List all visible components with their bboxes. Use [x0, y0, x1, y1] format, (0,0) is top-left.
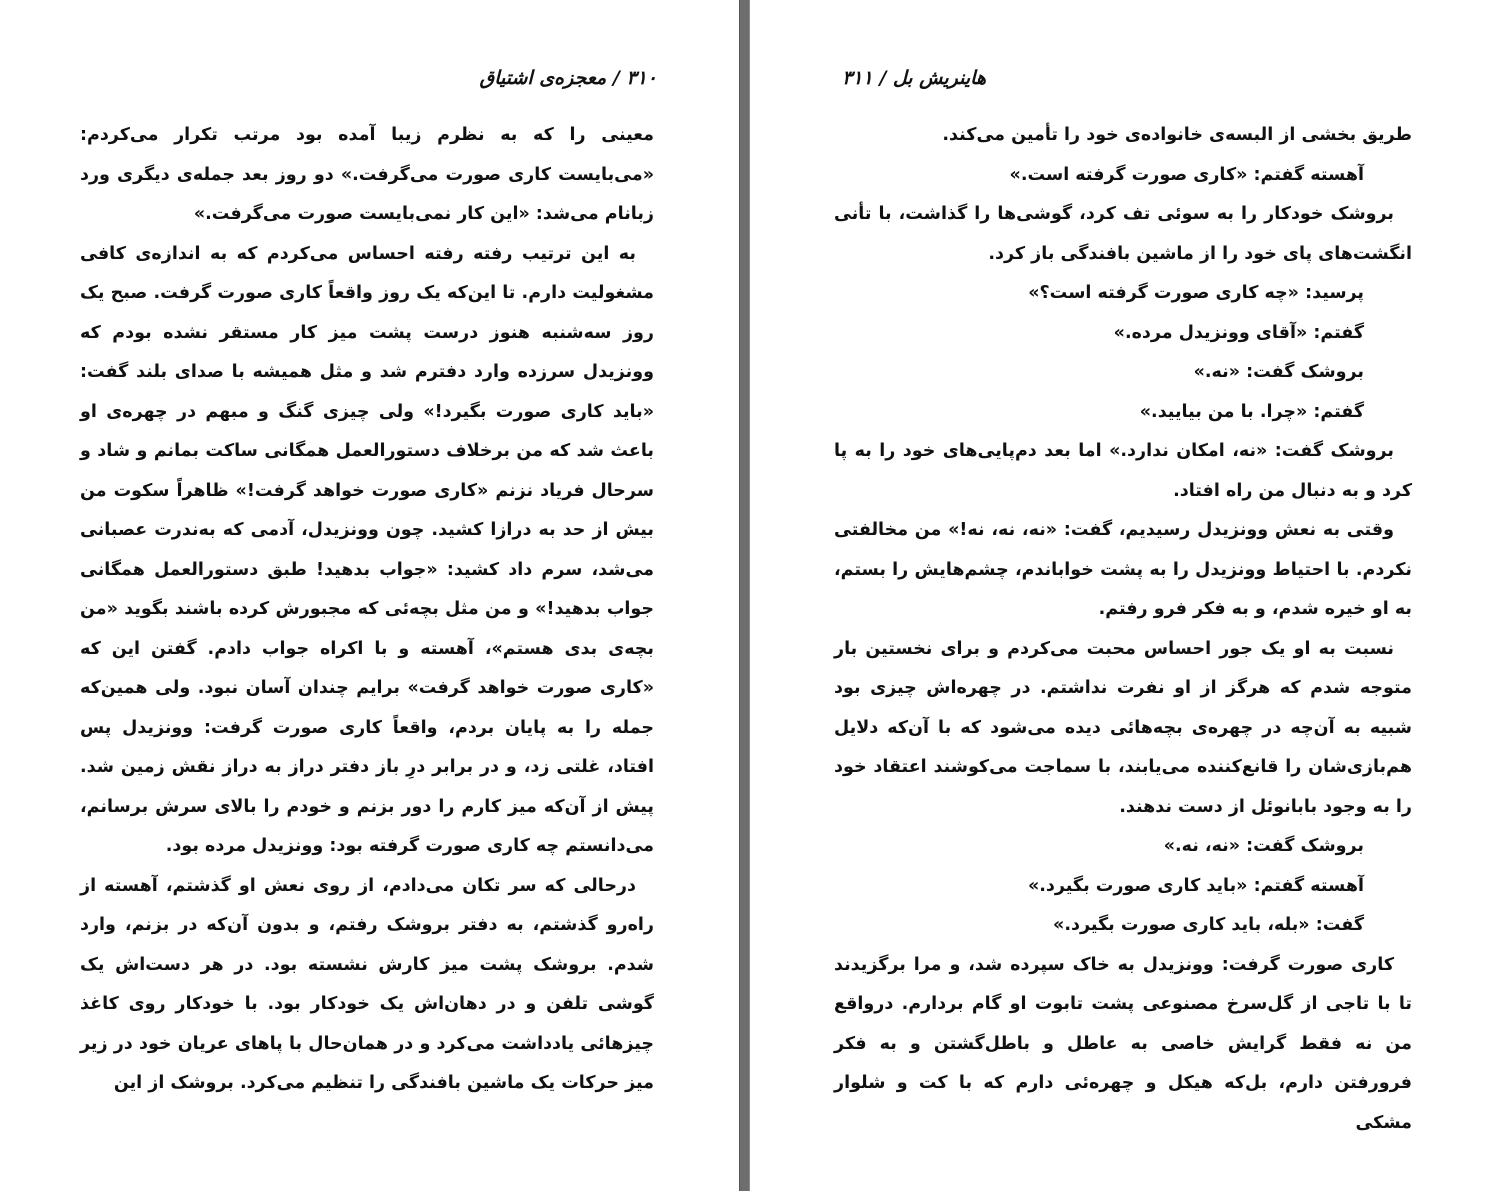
paragraph: گفتم: «چرا. با من بیایید.» — [1139, 401, 1364, 422]
right-page — [750, 0, 1486, 1191]
paragraph: گفت: «بله، باید کاری صورت بگیرد.» — [1053, 915, 1364, 935]
paragraph: بروشک گفت: «نه، نه.» — [1163, 836, 1364, 856]
paragraph: آهسته گفتم: «کاری صورت گرفته است.» — [1009, 164, 1364, 185]
paragraph: کاری صورت گرفت: وونزیدل به خاک سپرده شد، و مرا برگزیدند تا با تاجی از گل‌سرخ مصنوعی پشت تابوت او گام بردارم. درواقع من نه فقط گرایش خاصی به عاطل و باطل‌گشتن و به فکر فرورفتن دارم، بل‌که هیکل و چهره‌ئی دارم که با کت و شلوار مشکی — [834, 954, 1412, 1133]
paragraph: طریق بخشی از البسه‌ی خانواده‌ی خود را تأمین می‌کند. — [942, 125, 1412, 145]
paragraph: وقتی به نعش وونزیدل رسیدیم، گفت: «نه، نه، نه!» من مخالفتی نکردم. با احتیاط وونزیدل را به پشت خواباندم، چشم‌هایش را بستم، به او خیره شدم، و به فکر فرو رفتم. — [834, 520, 1412, 619]
right-page-body — [834, 116, 1412, 1143]
paragraph: به این ترتیب رفته رفته احساس می‌کردم که به اندازه‌ی کافی مشغولیت دارم. تا این‌که یک روز واقعاً کاری صورت گرفت. صبح یک روز سه‌شنبه هنوز درست پشت میز کار مستقر نشده بودم که وونزیدل سرزده وارد دفترم شد و مثل همیشه با صدای بلند گفت: «باید کاری صورت بگیرد!» ولی چیزی گنگ و مبهم در چهره‌ی او باعث شد که من برخلاف دستورالعمل همگانی ساکت بمانم و شاد و سرحال فریاد نزنم «کاری صورت خواهد گرفت!» ظاهراً سکوت من بیش از حد به درازا کشید. چون وونزیدل، آدمی که به‌ندرت عصبانی می‌شد، سرم داد کشید: «جواب بدهید! طبق دستورالعمل همگانی جواب بدهید!» و من مثل بچه‌ئی که مجبورش کرده باشند بگوید «من بچه‌ی بدی هستم»، آهسته و با اکراه جواب دادم. گفتن این که «کاری صورت خواهد گرفت» برایم چندان آسان نبود. ولی همین‌که جمله را به پایان بردم، واقعاً کاری صورت گرفت: وونزیدل پس افتاد، غلتی زد، و در برابر درِ باز دفتر دراز به دراز نقش زمین شد. پیش از آن‌که میز کارم را دور بزنم و خودم را بالای سرش برسانم، می‌دانستم چه کاری صورت گرفته بود: وونزیدل مرده بود. — [80, 243, 654, 856]
left-page — [0, 0, 739, 1191]
paragraph: آهسته گفتم: «باید کاری صورت بگیرد.» — [1027, 875, 1364, 896]
paragraph: نسبت به او یک جور احساس محبت می‌کردم و برای نخستین بار متوجه شدم که هرگز از او نفرت نداشتم. در چهره‌اش چیزی بود شبیه به آن‌چه در چهره‌ی بچه‌هائی دیده می‌شود که با آن‌که دلایل هم‌بازی‌شان را قانع‌کننده می‌یابند، با سماجت می‌کوشند اعتقاد خود را به وجود بابانوئل از دست ندهند. — [834, 638, 1412, 817]
paragraph: بروشک گفت: «نه، امکان ندارد.» اما بعد دم‌پایی‌های خود را به پا کرد و به دنبال من راه افتاد. — [834, 441, 1412, 501]
book-gutter — [739, 0, 750, 1191]
left-page-header: ۳۱۰ / معجزه‌ی اشتیاق — [479, 67, 657, 89]
left-page-body — [80, 116, 654, 1104]
paragraph: بروشک خودکار را به سوئی تف کرد، گوشی‌ها را گذاشت، با تأنی انگشت‌های پای خود را از ماشین بافندگی باز کرد. — [834, 204, 1412, 264]
paragraph: گفتم: «آقای وونزیدل مرده.» — [1113, 322, 1364, 343]
paragraph: درحالی که سر تکان می‌دادم، از روی نعش او گذشتم، آهسته از راه‌رو گذشتم، به دفتر بروشک رفتم، و بدون آن‌که در بزنم، وارد شدم. بروشک پشت میز کارش نشسته بود. در هر دست‌اش یک گوشی تلفن و در دهان‌اش یک خودکار بود. با خودکار روی کاغذ چیزهائی یادداشت می‌کرد و در همان‌حال با پاهای عریان خود در زیر میز حرکات یک ماشین بافندگی را تنظیم می‌کرد. بروشک از این — [80, 875, 654, 1093]
paragraph: بروشک گفت: «نه.» — [1193, 362, 1364, 382]
paragraph: پرسید: «چه کاری صورت گرفته است؟» — [1028, 283, 1364, 303]
right-page-header: هاینریش بل / ۳۱۱ — [842, 67, 986, 89]
paragraph: معینی را که به نظرم زیبا آمده بود مرتب تکرار می‌کردم: «می‌بایست کاری صورت می‌گرفت.» دو روز بعد جمله‌ی دیگری ورد زبانام می‌شد: «این کار نمی‌بایست صورت می‌گرفت.» — [80, 125, 654, 224]
